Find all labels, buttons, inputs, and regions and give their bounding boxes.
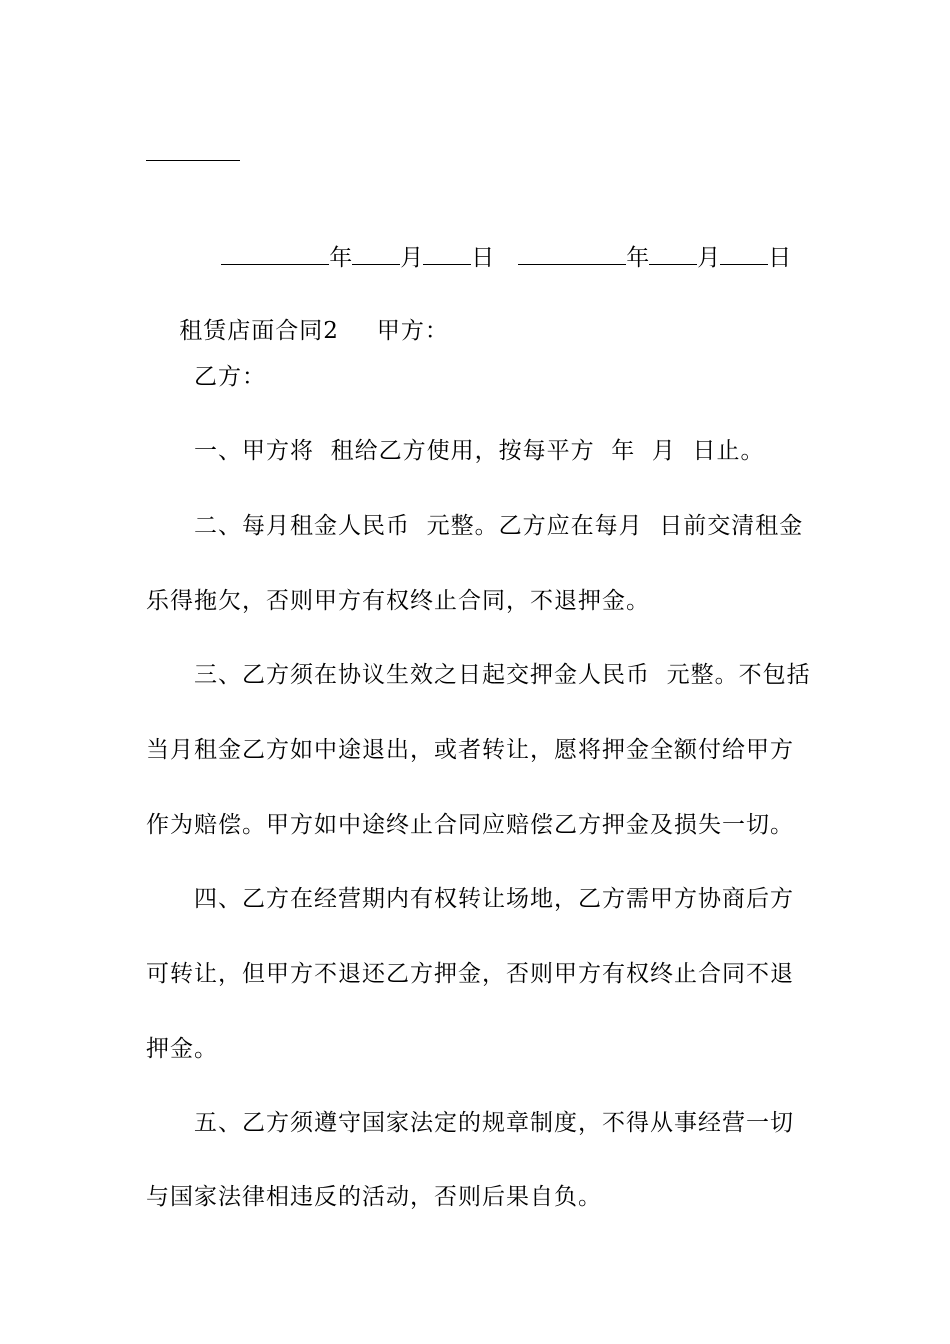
signature-rule — [146, 160, 240, 161]
year-blank-2 — [518, 242, 626, 265]
clause-2-line-2: 乐得拖欠，否则甲方有权终止合同，不退押金。 — [146, 588, 650, 614]
party-b-label: 乙方： — [194, 364, 266, 390]
month-label-2: 月 — [697, 245, 721, 271]
month-blank-2 — [649, 242, 697, 265]
clause-3-line-3: 作为赔偿。甲方如中途终止合同应赔偿乙方押金及损失一切。 — [146, 812, 794, 838]
month-blank — [352, 242, 400, 265]
clause-4-line-1: 四、乙方在经营期内有权转让场地，乙方需甲方协商后方 — [194, 886, 794, 912]
year-label-2: 年 — [626, 245, 650, 271]
clause-3-line-1: 三、乙方须在协议生效之日起交押金人民币 元整。不包括 — [194, 662, 811, 688]
day-blank — [423, 242, 471, 265]
day-label-2: 日 — [768, 245, 792, 271]
clause-1-line-1: 一、甲方将 租给乙方使用，按每平方 年 月 日止。 — [194, 438, 765, 464]
clause-3-line-2: 当月租金乙方如中途退出，或者转让，愿将押金全额付给甲方 — [146, 737, 794, 763]
clause-4-line-3: 押金。 — [146, 1036, 218, 1062]
party-a-label: 甲方： — [376, 318, 449, 344]
day-label: 日 — [471, 245, 495, 271]
clause-4-line-2: 可转让，但甲方不退还乙方押金，否则甲方有权终止合同不退 — [146, 961, 794, 987]
day-blank-2 — [720, 242, 768, 265]
clause-5-line-1: 五、乙方须遵守国家法定的规章制度，不得从事经营一切 — [194, 1110, 794, 1136]
year-blank — [221, 242, 329, 265]
clause-2-line-1: 二、每月租金人民币 元整。乙方应在每月 日前交清租金 — [194, 513, 804, 539]
clause-5-line-2: 与国家法律相违反的活动，否则后果自负。 — [146, 1184, 602, 1210]
month-label: 月 — [400, 245, 424, 271]
year-label: 年 — [329, 245, 353, 271]
contract-title: 租赁店面合同2 — [179, 318, 339, 344]
